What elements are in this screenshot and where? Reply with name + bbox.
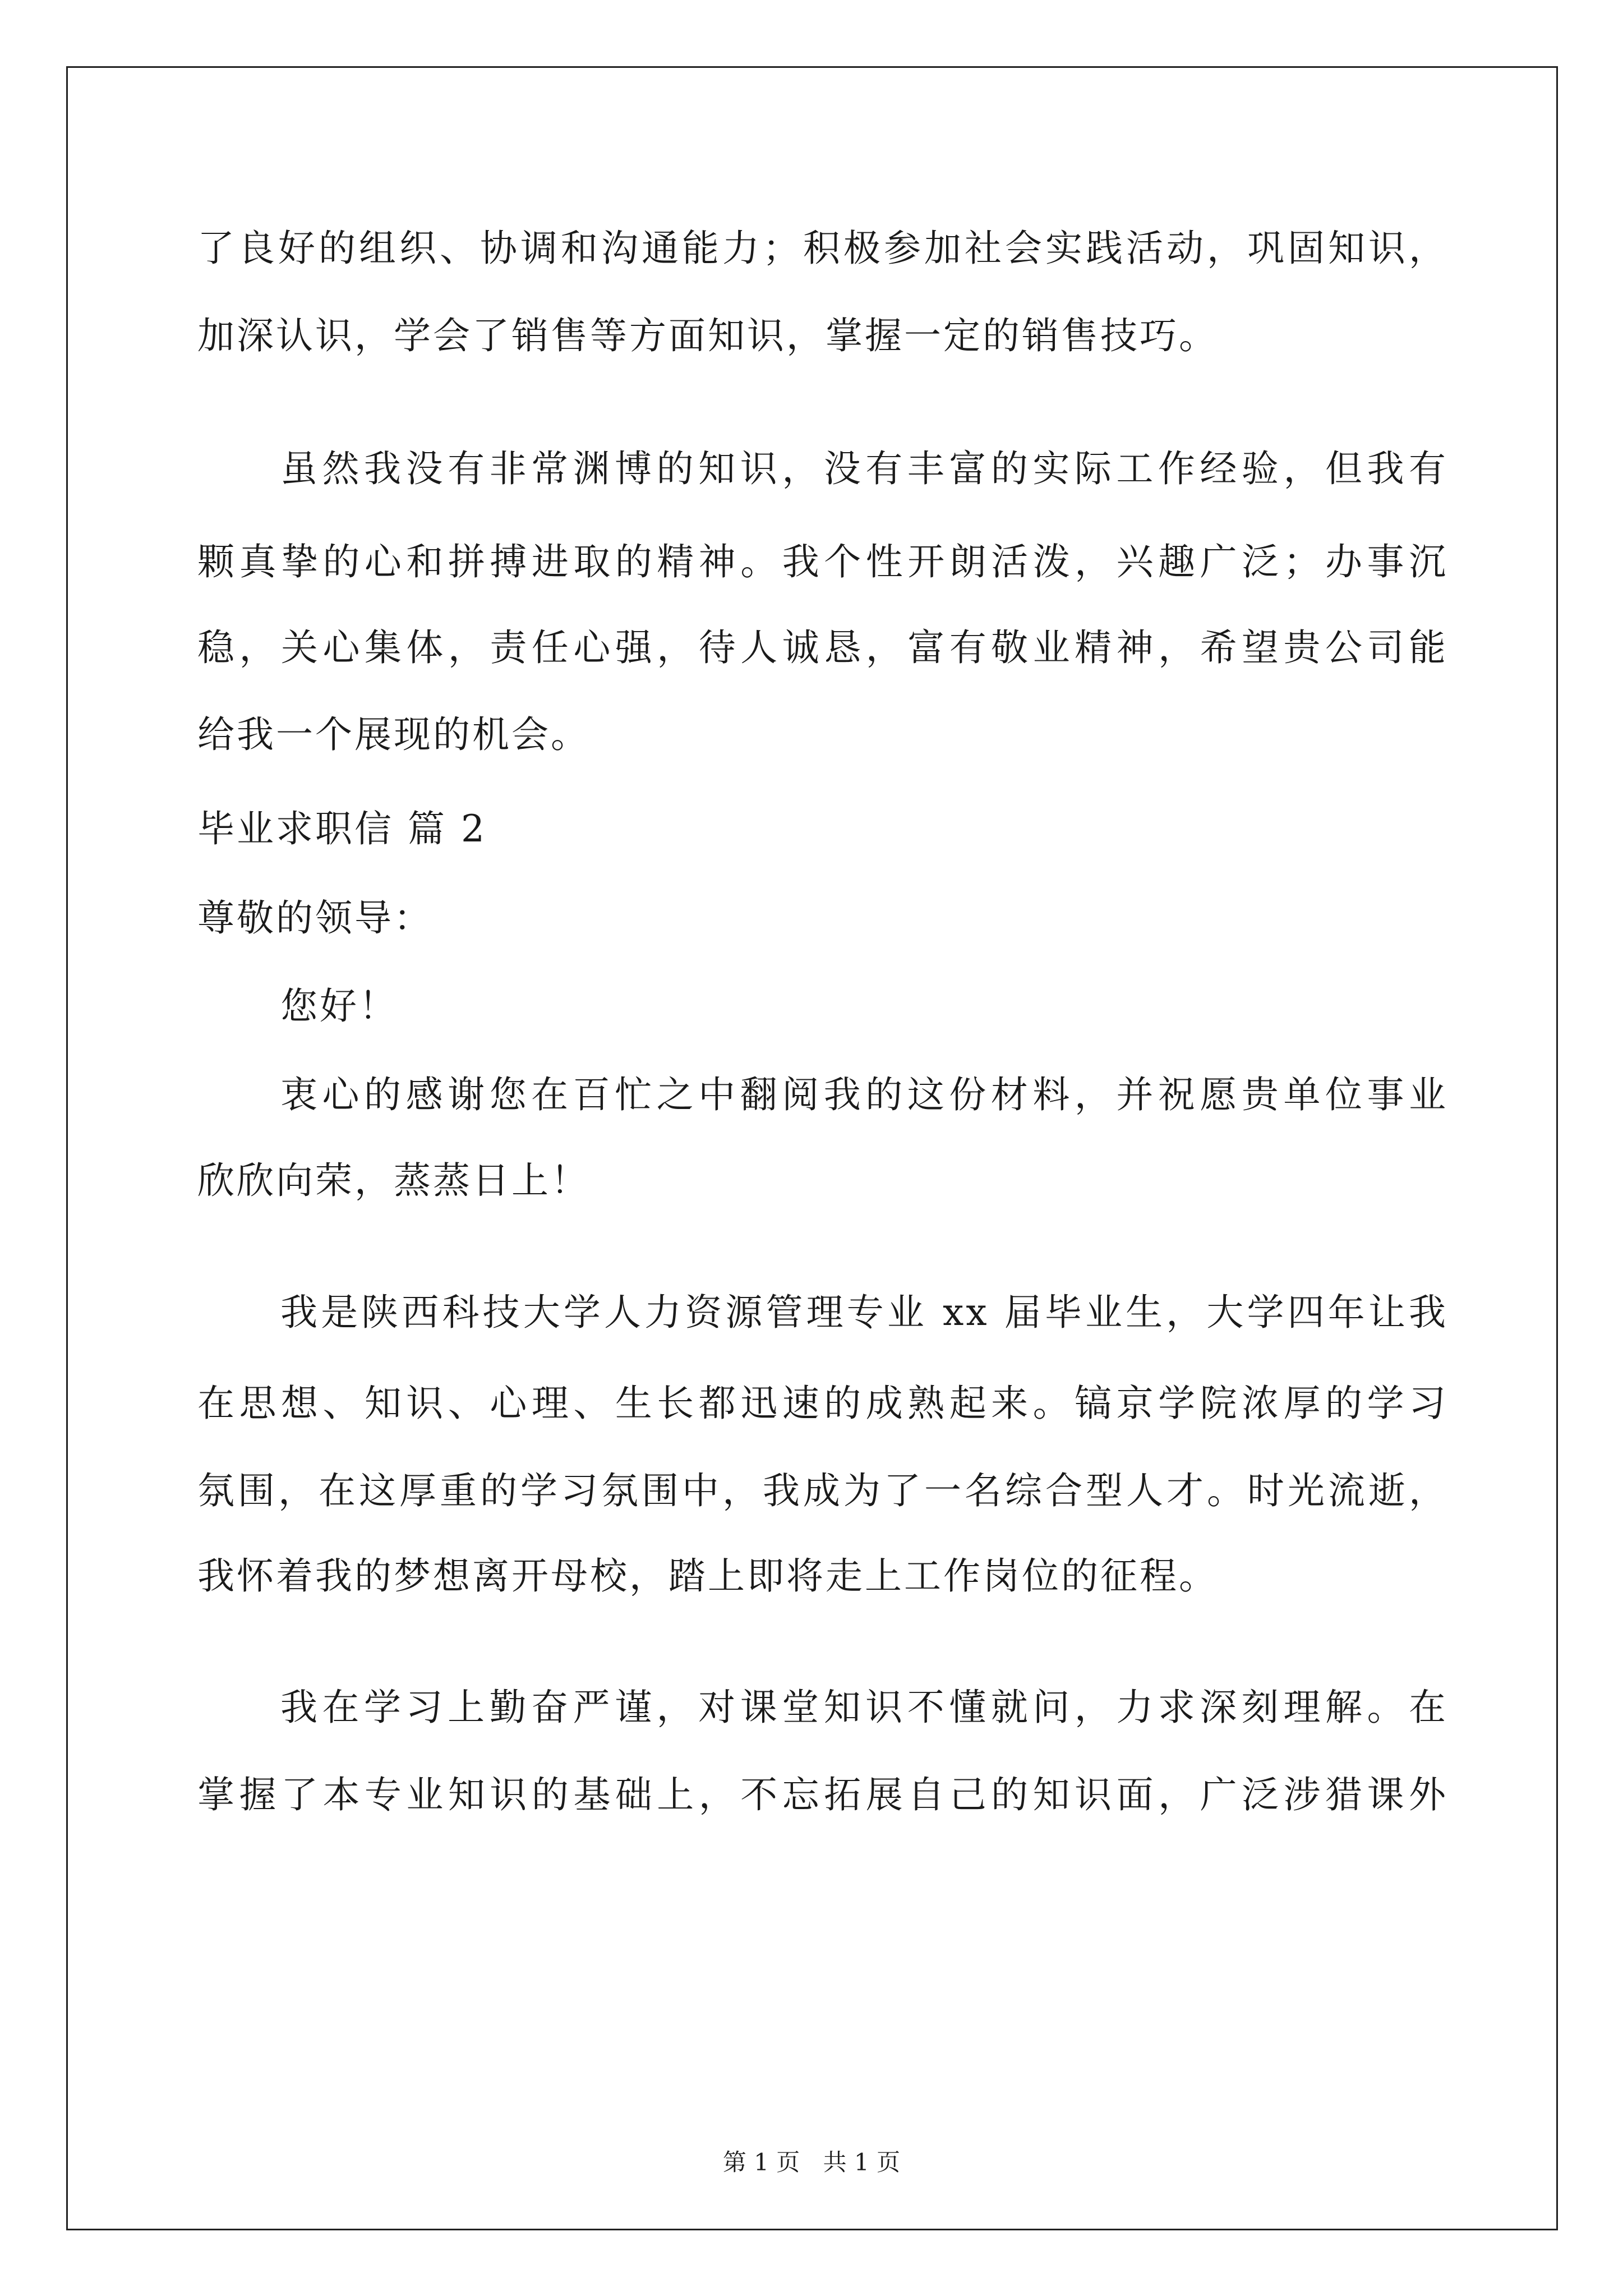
paragraph-line: 我是陕西科技大学人力资源管理专业 xx 届毕业生，大学四年让我 bbox=[280, 1291, 1448, 1334]
paragraph-line: 欣欣向荣，蒸蒸日上！ bbox=[197, 1159, 590, 1202]
greeting: 您好！ bbox=[280, 984, 398, 1028]
page-border bbox=[66, 66, 1558, 2230]
paragraph-line: 衷心的感谢您在百忙之中翻阅我的这份材料，并祝愿贵单位事业 bbox=[280, 1073, 1448, 1116]
page-footer bbox=[0, 2148, 1623, 2177]
paragraph-line: 给我一个展现的机会。 bbox=[197, 713, 590, 756]
paragraph-line: 氛围，在这厚重的学习氛围中，我成为了一名综合型人才。时光流逝， bbox=[197, 1469, 1448, 1512]
paragraph-line: 我在学习上勤奋严谨，对课堂知识不懂就问，力求深刻理解。在 bbox=[280, 1686, 1448, 1729]
page-total: 共 1 页 bbox=[823, 2148, 901, 2176]
paragraph-line: 加深认识，学会了销售等方面知识，掌握一定的销售技巧。 bbox=[197, 314, 1218, 357]
paragraph-line: 在思想、知识、心理、生长都迅速的成熟起来。镐京学院浓厚的学习 bbox=[197, 1382, 1448, 1425]
page-number: 第 1 页 bbox=[722, 2148, 800, 2176]
paragraph-line: 掌握了本专业知识的基础上，不忘拓展自己的知识面，广泛涉猎课外 bbox=[197, 1773, 1448, 1816]
section-heading: 毕业求职信 篇 2 bbox=[197, 807, 487, 850]
paragraph-line: 我怀着我的梦想离开母校，踏上即将走上工作岗位的征程。 bbox=[197, 1554, 1218, 1598]
salutation: 尊敬的领导： bbox=[197, 896, 433, 940]
paragraph-line: 稳，关心集体，责任心强，待人诚恳，富有敬业精神，希望贵公司能 bbox=[197, 626, 1448, 669]
paragraph-line: 颗真挚的心和拼搏进取的精神。我个性开朗活泼，兴趣广泛；办事沉 bbox=[197, 540, 1448, 583]
paragraph-line: 虽然我没有非常渊博的知识，没有丰富的实际工作经验，但我有 bbox=[280, 447, 1448, 490]
paragraph-line: 了良好的组织、协调和沟通能力；积极参加社会实践活动，巩固知识， bbox=[197, 227, 1448, 270]
